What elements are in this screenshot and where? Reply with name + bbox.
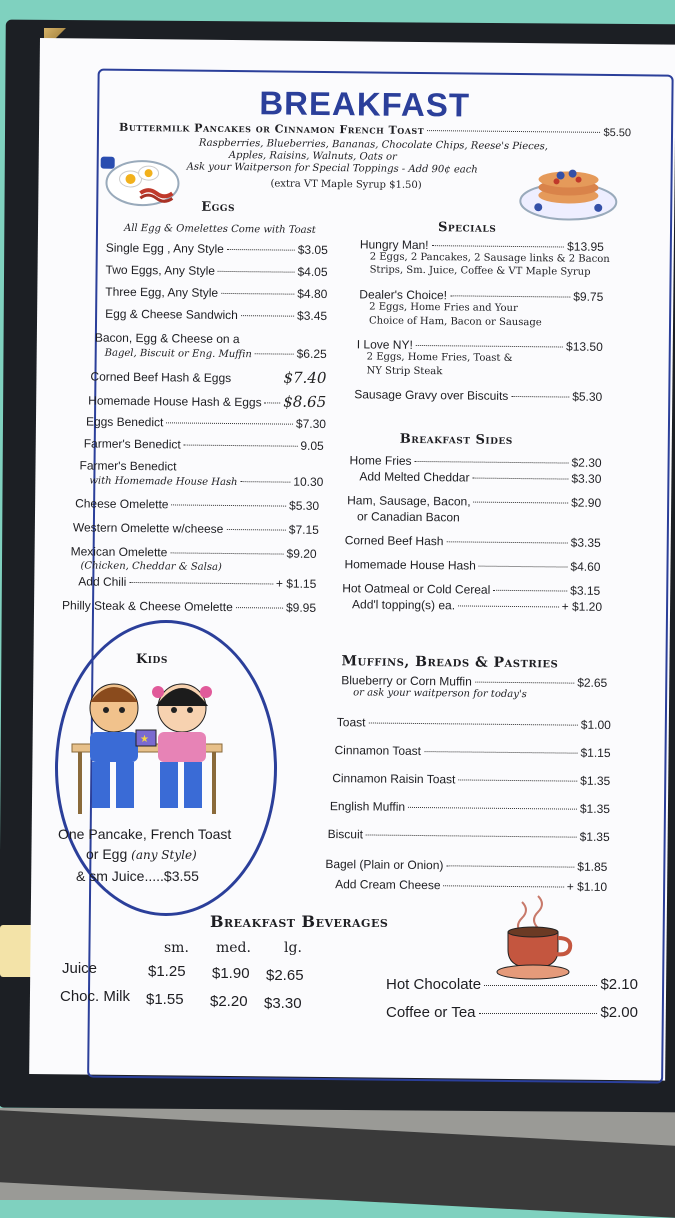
menu-item: Hot Chocolate $2.10 bbox=[386, 976, 638, 993]
menu-item: English Muffin $1.35 bbox=[329, 799, 611, 817]
menu-item: Add'l topping(s) ea. + $1.20 bbox=[352, 597, 603, 614]
pancakes-price: $5.50 bbox=[603, 126, 632, 140]
menu-item-sub: or ask your waitperson for today's bbox=[353, 687, 527, 701]
special-desc: Strips, Sm. Juice, Coffee & VT Maple Syrup bbox=[369, 264, 591, 278]
special-desc: 2 Eggs, Home Fries, Toast & bbox=[366, 351, 513, 364]
special-desc: 2 Eggs, Home Fries and Your bbox=[369, 301, 518, 315]
beverage-price: $1.55 bbox=[146, 991, 184, 1008]
menu-item: Farmer's Benedict bbox=[79, 458, 177, 474]
special-desc: NY Strip Steak bbox=[366, 365, 443, 378]
menu-item: Dealer's Choice! $9.75 bbox=[359, 287, 604, 304]
table-surface bbox=[0, 1108, 675, 1200]
menu-item: Sausage Gravy over Biscuits $5.30 bbox=[354, 387, 603, 404]
size-lg: lg. bbox=[284, 940, 302, 956]
kids-heading: Kids bbox=[136, 652, 168, 667]
menu-item: Bagel (Plain or Onion) $1.85 bbox=[325, 857, 608, 874]
menu-item: Cinnamon Raisin Toast $1.35 bbox=[332, 771, 611, 789]
menu-item: Cinnamon Toast $1.15 bbox=[334, 743, 611, 761]
special-desc: 2 Eggs, 2 Pancakes, 2 Sausage links & 2 Bacon bbox=[369, 251, 610, 265]
menu-item: Mexican Omelette $9.20 bbox=[70, 544, 317, 561]
menu-title: BREAKFAST bbox=[259, 84, 471, 124]
menu-item: Add Cream Cheese + $1.10 bbox=[335, 877, 608, 894]
beverage-price: $1.90 bbox=[212, 965, 250, 982]
menu-item: Blueberry or Corn Muffin $2.65 bbox=[341, 673, 608, 690]
menu-item: I Love NY! $13.50 bbox=[356, 337, 603, 354]
menu-item: Bacon, Egg & Cheese on a bbox=[94, 330, 240, 347]
svg-text:★: ★ bbox=[140, 734, 149, 745]
menu-item: Ham, Sausage, Bacon, $2.90 bbox=[347, 493, 602, 510]
kids-line-3: & sm Juice.....$3.55 bbox=[76, 868, 199, 884]
pancake-stack-icon bbox=[516, 153, 621, 224]
menu-item: Farmer's Benedict 9.05 bbox=[83, 436, 324, 453]
menu-item: Homemade House Hash & Eggs $8.65 bbox=[88, 392, 327, 412]
menu-item: Cheese Omelette $5.30 bbox=[75, 496, 320, 513]
beverages-heading: Breakfast Beverages bbox=[210, 912, 389, 931]
pancakes-name: Buttermilk Pancakes or Cinnamon French Toast bbox=[119, 120, 425, 138]
menu-item: Egg & Cheese Sandwich $3.45 bbox=[105, 306, 328, 324]
menu-item: Hot Oatmeal or Cold Cereal $3.15 bbox=[342, 581, 601, 598]
menu-item-sub: (Chicken, Cheddar & Salsa) bbox=[80, 560, 222, 573]
kids-line-2: or Egg (any Style) bbox=[86, 846, 197, 862]
beverage-name: Juice bbox=[62, 960, 98, 977]
menu-item: Eggs Benedict $7.30 bbox=[85, 414, 327, 432]
menu-item: Add Melted Cheddar $3.30 bbox=[359, 469, 602, 486]
specials-heading: Specials bbox=[437, 220, 497, 236]
menu-item: Single Egg , Any Style $3.05 bbox=[105, 240, 328, 258]
menu-item: Add Chili + $1.15 bbox=[78, 574, 317, 591]
menu-item: Philly Steak & Cheese Omelette $9.95 bbox=[61, 598, 317, 615]
eggs-heading: Eggs bbox=[201, 199, 236, 216]
menu-item: Corned Beef Hash & Eggs $7.40 bbox=[90, 368, 327, 388]
special-desc: Choice of Ham, Bacon or Sausage bbox=[368, 315, 542, 329]
kids-line-1: One Pancake, French Toast bbox=[58, 826, 232, 842]
menu-item: Coffee or Tea $2.00 bbox=[386, 1004, 638, 1021]
beverage-price: $3.30 bbox=[264, 995, 302, 1012]
size-sm: sm. bbox=[164, 940, 189, 956]
menu-item: Toast $1.00 bbox=[336, 715, 611, 733]
beverage-price: $1.25 bbox=[148, 963, 186, 980]
size-med: med. bbox=[216, 940, 251, 956]
pancakes-toppings-1: Raspberries, Blueberries, Bananas, Chocolate Chips, Reese's Pieces, bbox=[198, 137, 549, 153]
menu-item-sub: with Homemade House Hash 10.30 bbox=[89, 474, 324, 489]
sides-heading: Breakfast Sides bbox=[399, 431, 513, 448]
pancakes-toppings-2: Apples, Raisins, Walnuts, Oats or bbox=[228, 149, 397, 163]
breakfast-plate-icon bbox=[96, 149, 181, 210]
pancakes-toppings-3: Ask your Waitperson for Special Toppings - Add 90¢ each bbox=[186, 161, 478, 176]
beverage-price: $2.20 bbox=[210, 993, 248, 1010]
pancakes-syrup: (extra VT Maple Syrup $1.50) bbox=[270, 178, 422, 192]
muffins-heading: Muffins, Breads & Pastries bbox=[341, 653, 559, 672]
kids-illustration-icon bbox=[70, 672, 230, 822]
menu-item: Three Egg, Any Style $4.80 bbox=[105, 284, 328, 302]
beverage-name: Choc. Milk bbox=[60, 988, 131, 1005]
menu-item: Western Omelette w/cheese $7.15 bbox=[72, 520, 319, 537]
menu-item: Biscuit $1.35 bbox=[327, 827, 610, 845]
menu-item-sub: or Canadian Bacon bbox=[356, 509, 460, 525]
menu-item: Two Eggs, Any Style $4.05 bbox=[105, 262, 328, 280]
menu-item-sub: Bagel, Biscuit or Eng. Muffin $6.25 bbox=[104, 346, 327, 362]
eggs-note: All Egg & Omelettes Come with Toast bbox=[123, 222, 316, 236]
menu-item: Corned Beef Hash $3.35 bbox=[344, 533, 601, 550]
menu-item: Homemade House Hash $4.60 bbox=[344, 557, 601, 574]
menu-item: Hungry Man! $13.95 bbox=[359, 237, 604, 254]
menu-item: Home Fries $2.30 bbox=[349, 453, 602, 470]
coffee-cup-icon bbox=[494, 892, 578, 984]
beverage-price: $2.65 bbox=[266, 967, 304, 984]
